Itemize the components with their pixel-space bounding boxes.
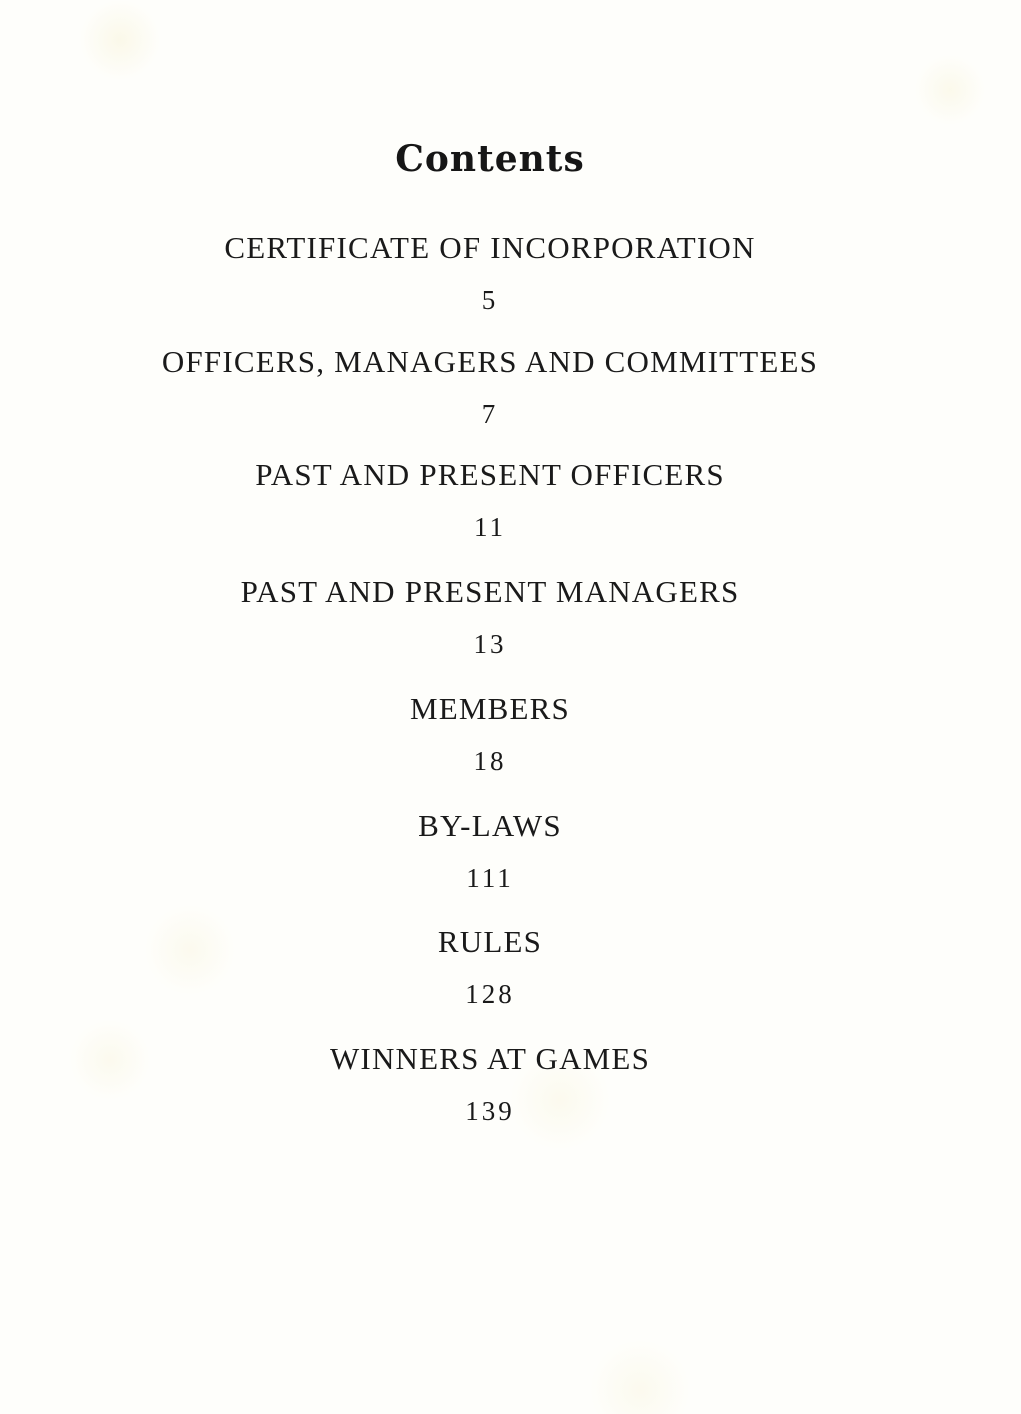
toc-entry-page-number: 18 — [473, 746, 507, 776]
toc-entry — [0, 230, 980, 316]
toc-entry-page-number: 5 — [481, 285, 499, 315]
toc-entry-title: PAST AND PRESENT OFFICERS — [255, 457, 725, 492]
toc-entry — [0, 691, 980, 777]
toc-entry-page-number: 11 — [474, 512, 506, 542]
toc-entry — [0, 924, 980, 1010]
toc-entry-title: RULES — [437, 924, 543, 959]
toc-entry — [0, 808, 980, 894]
toc-entry-page-number: 139 — [465, 1096, 515, 1126]
toc-entry — [0, 457, 980, 543]
toc-entry-page-number: 13 — [473, 629, 507, 659]
toc-entry — [0, 1041, 980, 1127]
toc-entry-title: CERTIFICATE OF INCORPORATION — [224, 230, 756, 265]
toc-entry-page-number: 111 — [466, 863, 514, 893]
toc-entry-page-number: 7 — [481, 399, 499, 429]
toc-entry-title: MEMBERS — [410, 691, 570, 726]
toc-entry — [0, 344, 980, 430]
toc-entry-page-number: 128 — [465, 979, 515, 1009]
contents-heading: Contents — [395, 138, 585, 180]
toc-entry — [0, 574, 980, 660]
toc-entry-title: PAST AND PRESENT MANAGERS — [240, 574, 740, 609]
toc-entry-title: OFFICERS, MANAGERS AND COMMITTEES — [161, 344, 819, 379]
toc-entry-title: BY-LAWS — [418, 808, 562, 843]
toc-entry-title: WINNERS AT GAMES — [329, 1041, 651, 1076]
